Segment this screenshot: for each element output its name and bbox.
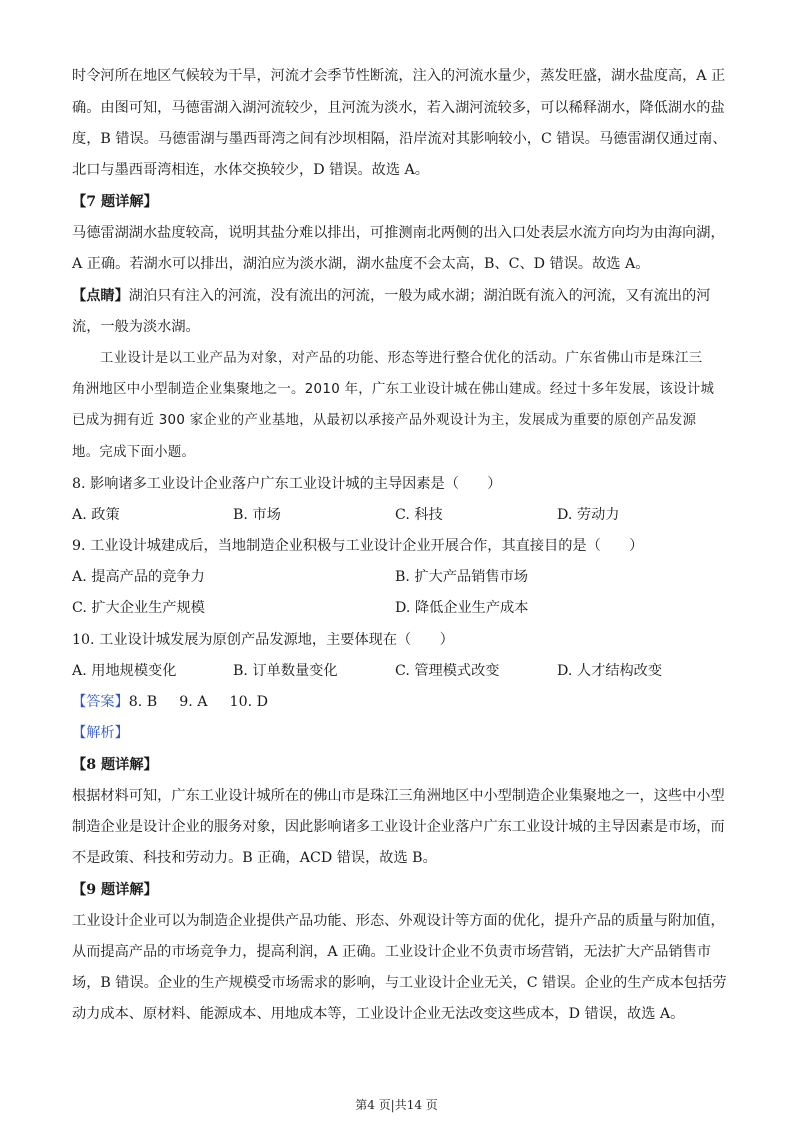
passage-line: 角洲地区中小型制造企业集聚地之一。2010 年，广东工业设计城在佛山建成。经过十多年发展，该设计城 [72, 382, 715, 397]
answer-item: 9. A [179, 694, 208, 710]
q8-option-c: C. 科技 [395, 507, 443, 523]
passage-line: 已成为拥有近 300 家企业的产业基地，从最初以承接产品外观设计为主，发展成为重要的原创产品发源 [72, 413, 697, 428]
paragraph-line: 确。由图可知，马德雷湖入湖河流较少，且河流为淡水，若入湖河流较多，可以稀释湖水，降低湖水的盐 [72, 100, 725, 116]
analysis-label: 【解析】 [72, 725, 129, 741]
q10-option-c: C. 管理模式改变 [395, 663, 500, 679]
q8-detail-line: 不是政策、科技和劳动力。B 正确，ACD 错误，故选 B。 [72, 850, 437, 866]
q9-stem: 9. 工业设计城建成后，当地制造企业积极与工业设计企业开展合作，其直接目的是（ ） [72, 538, 644, 554]
q9-detail-line: 从而提高产品的市场竞争力，提高利润，A 正确。工业设计企业不负责市场营销，无法扩大产品销售市 [72, 944, 712, 960]
dianjing-line [72, 286, 710, 306]
q10-option-b: B. 订单数量变化 [233, 663, 338, 679]
q7-detail-line: 马德雷湖湖水盐度较高，说明其盐分难以排出，可推测南北两侧的出入口处表层水流方向均为由海向湖， [72, 225, 725, 241]
answer-line [72, 692, 290, 712]
q10-option-a: A. 用地规模变化 [72, 663, 177, 679]
page-number-footer: 第4 页|共14 页 [355, 1098, 438, 1112]
q10-stem: 10. 工业设计城发展为原创产品发源地，主要体现在（ ） [72, 632, 454, 648]
q8-stem: 8. 影响诸多工业设计企业落户广东工业设计城的主导因素是（ ） [72, 476, 502, 492]
paragraph-line: 时令河所在地区气候较为干旱，河流才会季节性断流，注入的河流水量少，蒸发旺盛，湖水盐度高，A 正 [72, 68, 726, 84]
q8-detail-header: 【8 题详解】 [72, 757, 158, 773]
q9-detail-line: 场，B 错误。企业的生产规模受市场需求的影响，与工业设计企业无关，C 错误。企业的生产成本包括劳 [72, 975, 727, 991]
dianjing-text: 湖泊只有注入的河流，没有流出的河流，一般为咸水湖；湖泊既有流入的河流，又有流出的河 [128, 288, 711, 304]
q8-option-a: A. 政策 [72, 507, 120, 523]
answer-item: 10. D [229, 694, 268, 710]
passage-line: 工业设计是以工业产品为对象，对产品的功能、形态等进行整合优化的活动。广东省佛山市是珠江三 [100, 351, 703, 366]
q9-option-a: A. 提高产品的竞争力 [72, 569, 205, 585]
q9-detail-line: 工业设计企业可以为制造企业提供产品功能、形态、外观设计等方面的优化，提升产品的质量与附加值， [72, 913, 725, 929]
q8-detail-line: 制造企业是设计企业的服务对象，因此影响诸多工业设计企业落户广东工业设计城的主导因素是市场，而 [72, 819, 725, 835]
paragraph-line: 北口与墨西哥湾相连，水体交换较少，D 错误。故选 A。 [72, 162, 429, 178]
answer-item: 8. B [128, 694, 158, 710]
dianjing-label: 【点睛】 [72, 288, 129, 304]
q9-option-c: C. 扩大企业生产规模 [72, 600, 205, 616]
paragraph-line: 度，B 错误。马德雷湖与墨西哥湾之间有沙坝相隔，沿岸流对其影响较小，C 错误。马德雷湖仅通过南、 [72, 131, 727, 147]
passage-line: 地。完成下面小题。 [72, 445, 196, 460]
q7-detail-header: 【7 题详解】 [72, 194, 158, 210]
q9-option-d: D. 降低企业生产成本 [395, 600, 529, 616]
answer-label: 【答案】 [72, 694, 129, 710]
q8-detail-line: 根据材料可知，广东工业设计城所在的佛山市是珠江三角洲地区中小型制造企业集聚地之一，这些中小型 [72, 788, 725, 804]
q10-option-d: D. 人才结构改变 [557, 663, 663, 679]
q8-option-b: B. 市场 [233, 507, 281, 523]
q8-option-d: D. 劳动力 [557, 507, 620, 523]
dianjing-line: 流，一般为淡水湖。 [72, 319, 200, 335]
q9-option-b: B. 扩大产品销售市场 [395, 569, 528, 585]
q9-detail-line: 动力成本、原材料、能源成本、用地成本等，工业设计企业无法改变这些成本，D 错误，故选 A。 [72, 1006, 685, 1022]
q9-detail-header: 【9 题详解】 [72, 882, 158, 898]
q7-detail-line: A 正确。若湖水可以排出，湖泊应为淡水湖，湖水盐度不会太高，B、C、D 错误。故选 A。 [72, 256, 650, 272]
